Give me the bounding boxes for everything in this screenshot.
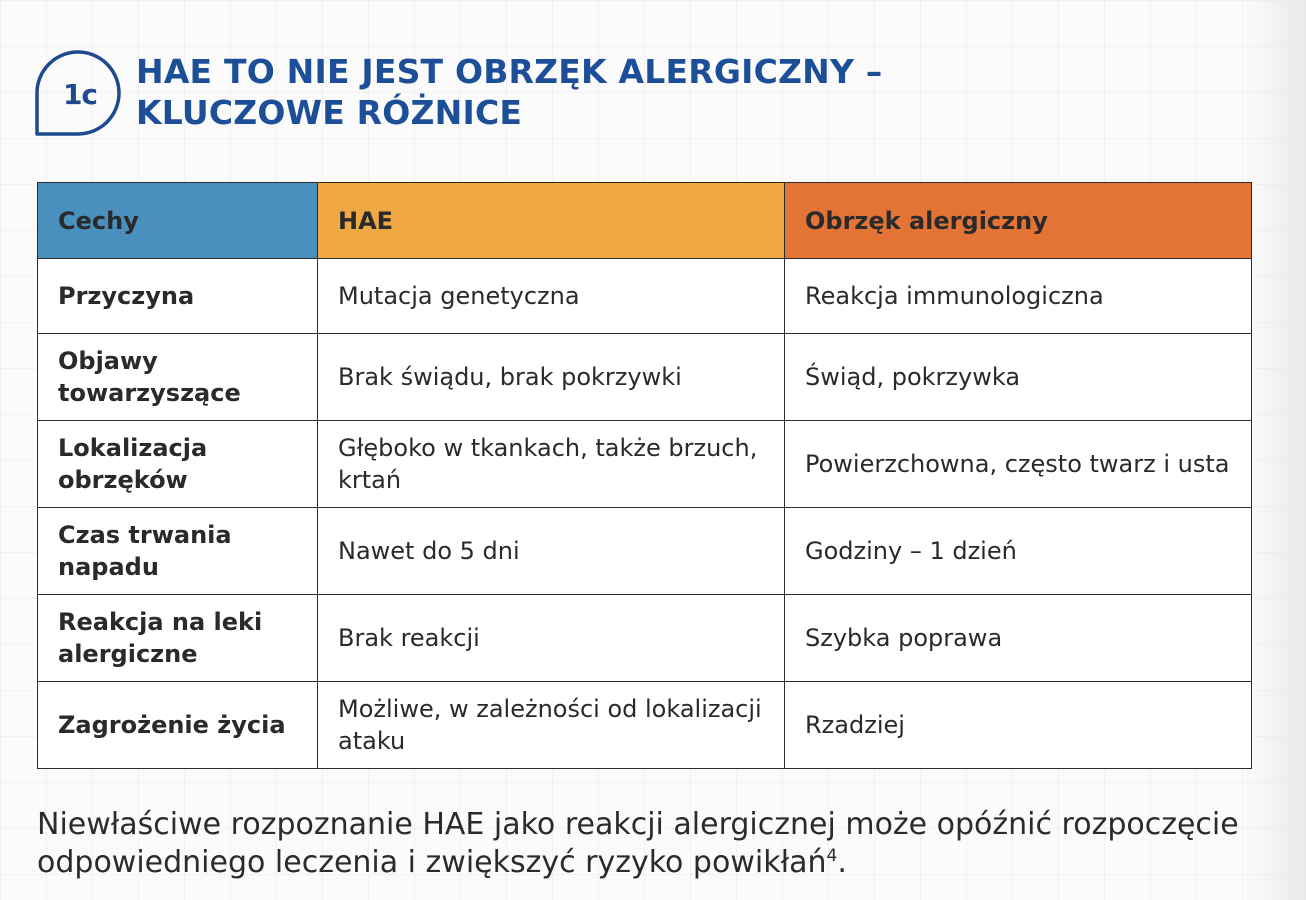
feature-cell: Reakcja na leki alergiczne — [38, 595, 318, 682]
table-header-row — [38, 183, 1252, 259]
allergic-cell: Godziny – 1 dzień — [785, 508, 1252, 595]
feature-cell: Przyczyna — [38, 259, 318, 334]
table-row — [38, 682, 1252, 769]
hae-cell: Mutacja genetyczna — [318, 259, 785, 334]
table-row — [38, 421, 1252, 508]
feature-cell: Zagrożenie życia — [38, 682, 318, 769]
footnote-paragraph — [37, 806, 1257, 882]
hae-cell: Brak świądu, brak pokrzywki — [318, 334, 785, 421]
section-badge — [34, 48, 122, 136]
allergic-cell: Reakcja immunologiczna — [785, 259, 1252, 334]
note-end: . — [837, 845, 847, 880]
allergic-cell: Szybka poprawa — [785, 595, 1252, 682]
feature-cell: Objawy towarzyszące — [38, 334, 318, 421]
hae-cell: Możliwe, w zależności od lokalizacji ataku — [318, 682, 785, 769]
header-hae: HAE — [318, 183, 785, 259]
table-row — [38, 334, 1252, 421]
feature-cell: Lokalizacja obrzęków — [38, 421, 318, 508]
hae-cell: Głęboko w tkankach, także brzuch, krtań — [318, 421, 785, 508]
comparison-table — [37, 182, 1252, 769]
table-row — [38, 508, 1252, 595]
header-allergic: Obrzęk alergiczny — [785, 183, 1252, 259]
page-title — [136, 51, 882, 133]
feature-cell: Czas trwania napadu — [38, 508, 318, 595]
section-number: 1c — [62, 77, 98, 111]
title-line-2: KLUCZOWE RÓŻNICE — [136, 93, 523, 132]
page-edge-shadow — [1246, 0, 1306, 900]
table-row — [38, 259, 1252, 334]
hae-cell: Nawet do 5 dni — [318, 508, 785, 595]
table-row — [38, 595, 1252, 682]
allergic-cell: Rzadziej — [785, 682, 1252, 769]
title-line-1: HAE TO NIE JEST OBRZĘK ALERGICZNY – — [136, 52, 883, 91]
note-text: Niewłaściwe rozpoznanie HAE jako reakcji alergicznej może opóźnić rozpoczęcie odpowiedniego leczenia i zwiększyć ryzyko powikłań — [37, 807, 1239, 880]
hae-cell: Brak reakcji — [318, 595, 785, 682]
reference-number: 4 — [826, 846, 838, 866]
allergic-cell: Powierzchowna, często twarz i usta — [785, 421, 1252, 508]
header-cechy: Cechy — [38, 183, 318, 259]
allergic-cell: Świąd, pokrzywka — [785, 334, 1252, 421]
